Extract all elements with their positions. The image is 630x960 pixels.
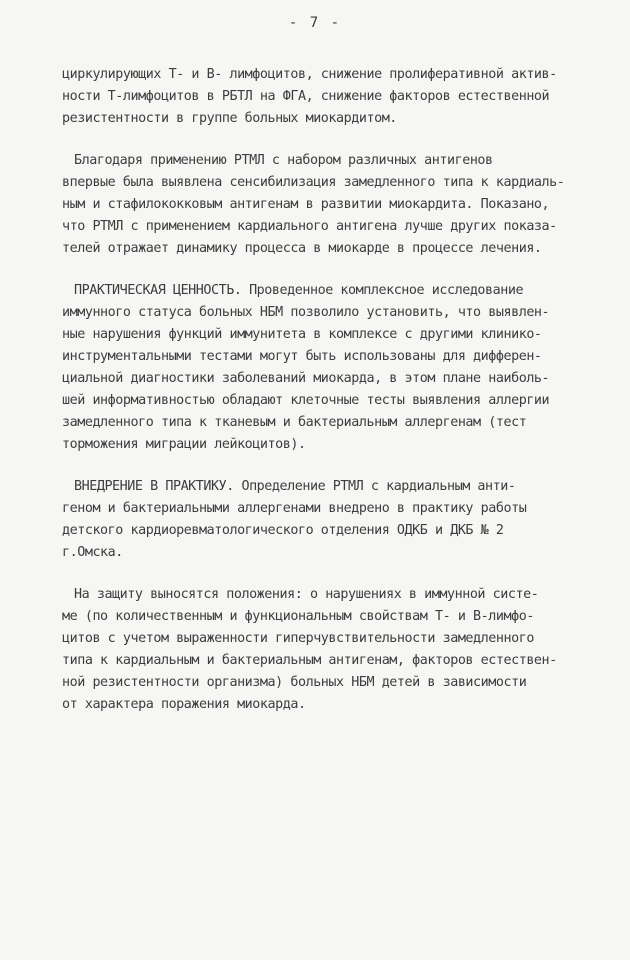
text-line: впервые была выявлена сенсибилизация замедленного типа к кардиаль- — [62, 175, 565, 190]
section-heading-implementation: ВНЕДРЕНИЕ В ПРАКТИКУ. Определение РТМЛ с кардиальным анти- — [74, 479, 516, 494]
text-line: от характера поражения миокарда. — [62, 697, 306, 712]
text-line: торможения миграции лейкоцитов). — [62, 437, 306, 452]
page-number: - 7 - — [288, 15, 342, 31]
text-line: замедленного типа к тканевым и бактериальным аллергенам (тест — [62, 415, 527, 430]
text-line: что РТМЛ с применением кардиального антигена лучше других показа- — [62, 219, 557, 234]
text-line: Благодаря применению РТМЛ с набором различных антигенов — [74, 153, 493, 168]
text-line: детского кардиоревматологического отделения ОДКБ и ДКБ № 2 — [62, 523, 504, 538]
text-line: г.Омска. — [62, 545, 123, 560]
text-line: ные нарушения функций иммунитета в комплексе с другими клинико- — [62, 327, 542, 342]
text-line: циальной диагностики заболеваний миокарда, в этом плане наиболь- — [62, 371, 550, 386]
text-line: циркулирующих Т- и В- лимфоцитов, снижение пролиферативной актив- — [62, 67, 557, 82]
text-line: ности Т-лимфоцитов в РБТЛ на ФГА, снижение факторов естественной — [62, 89, 550, 104]
text-line: типа к кардиальным и бактериальным антигенам, факторов естествен- — [62, 653, 557, 668]
text-line: ной резистентности организма) больных НБМ детей в зависимости — [62, 675, 527, 690]
text-line: ме (по количественным и функциональным свойствам Т- и В-лимфо- — [62, 609, 534, 624]
text-line: резистентности в группе больных миокардитом. — [62, 111, 397, 126]
section-heading-practical-value: ПРАКТИЧЕСКАЯ ЦЕННОСТЬ. Проведенное комплексное исследование — [74, 283, 524, 298]
text-line: инструментальными тестами могут быть использованы для дифферен- — [62, 349, 542, 364]
text-line: На защиту выносятся положения: о нарушениях в иммунной систе- — [74, 587, 539, 602]
text-line: геном и бактериальными аллергенами внедрено в практику работы — [62, 501, 527, 516]
text-line: иммунного статуса больных НБМ позволило установить, что выявлен- — [62, 305, 550, 320]
text-line: ным и стафилококковым антигенам в развитии миокардита. Показано, — [62, 197, 550, 212]
text-line: телей отражает динамику процесса в миокарде в процессе лечения. — [62, 241, 542, 256]
text-line: цитов с учетом выраженности гиперчувствительности замедленного — [62, 631, 534, 646]
text-line: шей информативностью обладают клеточные тесты выявления аллергии — [62, 393, 550, 408]
